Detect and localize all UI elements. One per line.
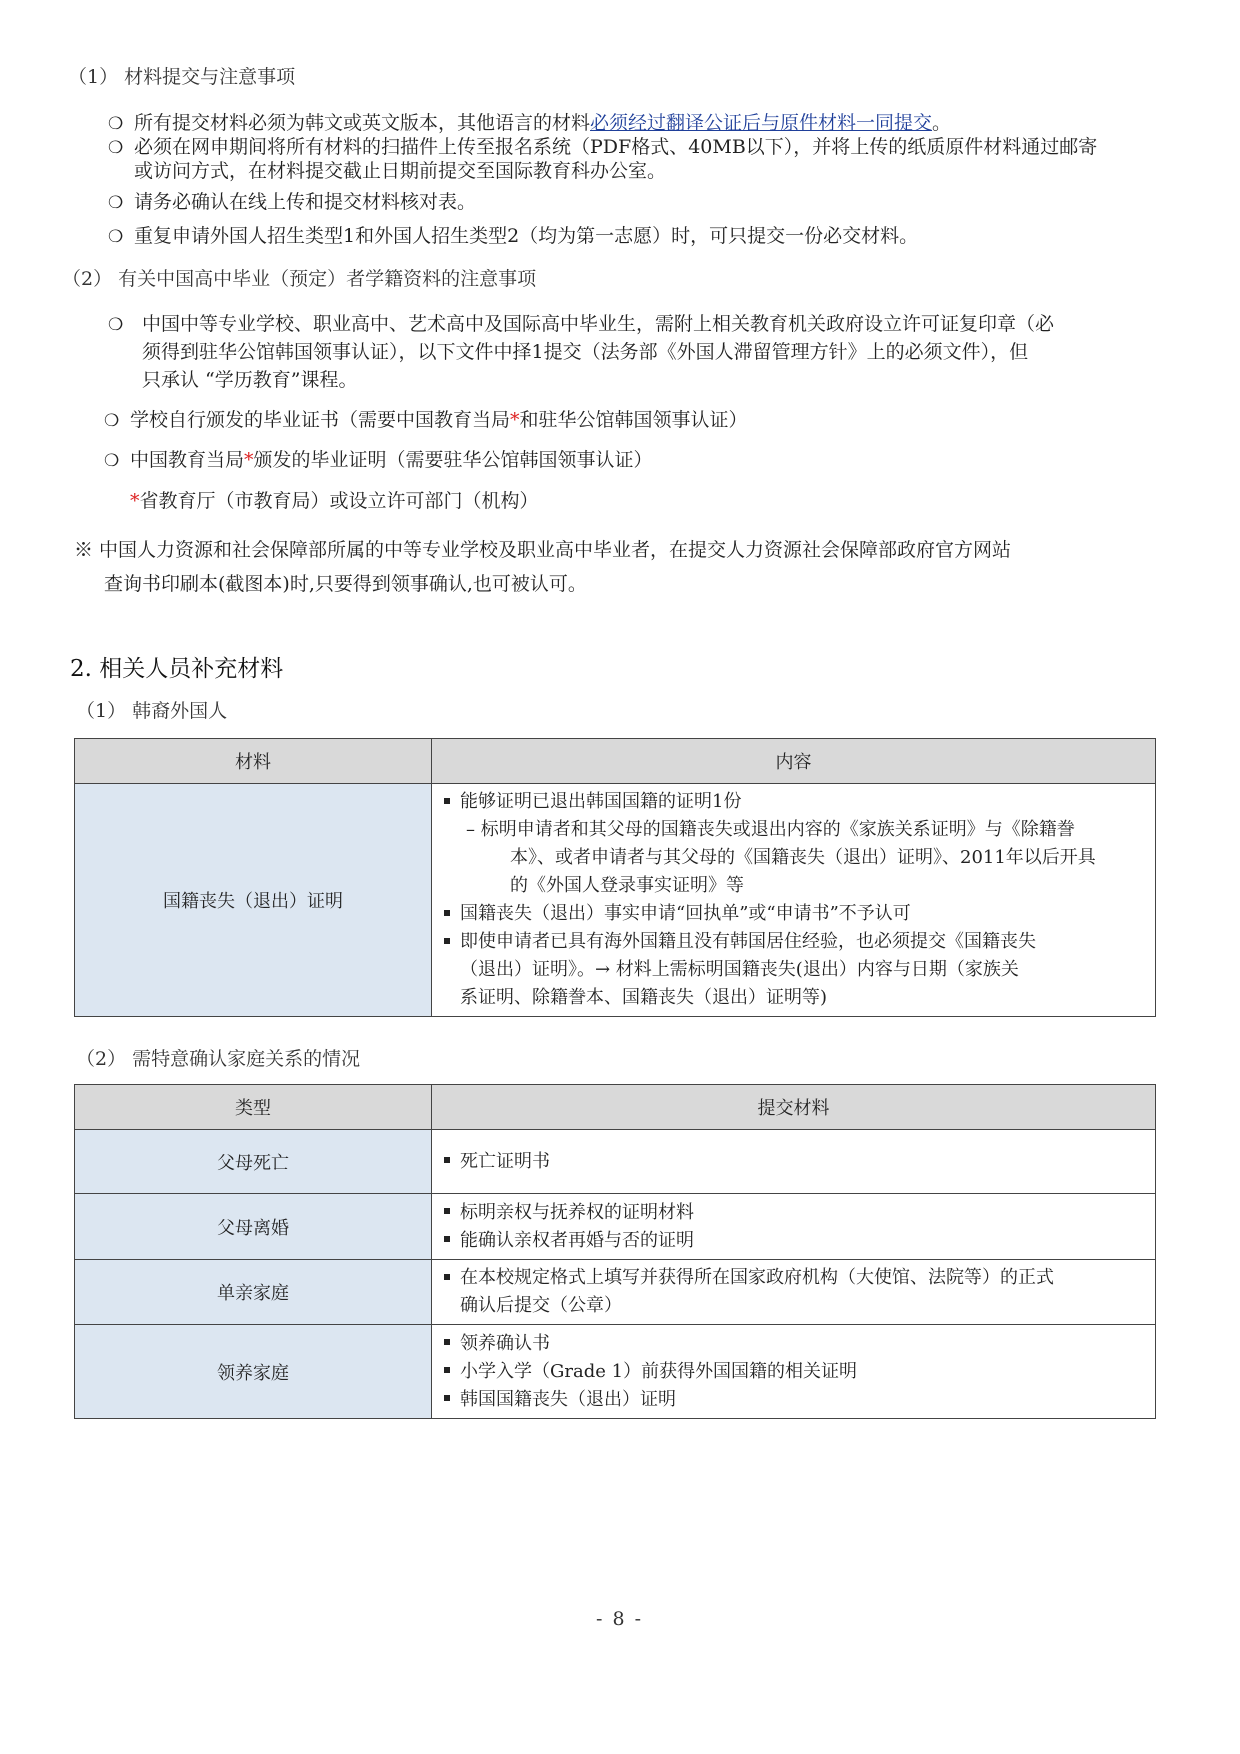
table-row [75, 1325, 1156, 1419]
note-text-continuation: 查询书印刷本(截图本)时,只要得到领事确认,也可被认可。 [104, 573, 587, 595]
circle-bullet-icon: ❍ [108, 227, 124, 247]
circle-bullet-icon: ❍ [108, 193, 124, 213]
asterisk-mark: * [510, 409, 520, 431]
circle-bullet-icon: ❍ [108, 114, 124, 134]
list-item: ❍ 重复申请外国人招生类型1和外国人招生类型2（均为第一志愿）时，可只提交一份必交材料。 [108, 222, 918, 251]
circle-bullet-icon: ❍ [104, 451, 120, 471]
table-header: 材料 [75, 739, 432, 784]
table-cell-content: 在本校规定格式上填写并获得所在国家政府机构（大使馆、法院等）的正式 确认后提交（公章） [432, 1260, 1156, 1325]
table-row [75, 1260, 1156, 1325]
square-bullet-icon [444, 1367, 450, 1373]
subsection-heading: （2） 需特意确认家庭关系的情况 [76, 1048, 361, 1070]
footnote: *省教育厅（市教育局）或设立许可部门（机构） [130, 490, 539, 512]
asterisk-mark: * [130, 490, 140, 512]
circle-bullet-icon: ❍ [104, 411, 120, 431]
list-item: ❍ 学校自行颁发的毕业证书（需要中国教育当局*和驻华公馆韩国领事认证） [104, 406, 748, 435]
table-cell-content: 标明亲权与抚养权的证明材料 能确认亲权者再婚与否的证明 [432, 1194, 1156, 1260]
list-item: ❍ 请务必确认在线上传和提交材料核对表。 [108, 188, 476, 217]
translation-notarization-link[interactable]: 必须经过翻译公证后与原件材料一同提交 [590, 112, 933, 134]
ethnic-korean-table [74, 738, 1156, 1017]
square-bullet-icon [444, 910, 450, 916]
section-heading-2: （2） 有关中国高中毕业（预定）者学籍资料的注意事项 [62, 268, 537, 290]
list-item: ❍ 所有提交材料必须为韩文或英文版本，其他语言的材料必须经过翻译公证后与原件材料一同提交。 [108, 109, 951, 138]
subsection-heading: （1） 韩裔外国人 [76, 700, 228, 722]
square-bullet-icon [444, 1157, 450, 1163]
list-item: ❍ 必须在网申期间将所有材料的扫描件上传至报名系统（PDF格式、40MB以下），并将上传的纸质原件材料通过邮寄 [108, 133, 1097, 162]
list-item: ❍ 中国教育当局*颁发的毕业证明（需要驻华公馆韩国领事认证） [104, 446, 653, 475]
list-item-continuation: 或访问方式，在材料提交截止日期前提交至国际教育科办公室。 [134, 160, 667, 182]
square-bullet-icon [444, 1274, 450, 1280]
section-heading-1: （1） 材料提交与注意事项 [68, 66, 296, 88]
list-item-continuation: 只承认 “学历教育”课程。 [142, 369, 358, 391]
square-bullet-icon [444, 1395, 450, 1401]
table-cell-label: 单亲家庭 [75, 1260, 432, 1325]
square-bullet-icon [444, 798, 450, 804]
list-item-continuation: 须得到驻华公馆韩国领事认证），以下文件中择1提交（法务部《外国人滞留管理方针》上的必须文件），但 [142, 341, 1029, 363]
table-cell-label: 领养家庭 [75, 1325, 432, 1419]
circle-bullet-icon: ❍ [108, 138, 124, 158]
table-header: 提交材料 [432, 1085, 1156, 1130]
table-row [75, 1130, 1156, 1194]
table-cell-label: 父母死亡 [75, 1130, 432, 1194]
asterisk-mark: * [244, 449, 254, 471]
square-bullet-icon [444, 1339, 450, 1345]
table-cell-label: 国籍丧失（退出）证明 [75, 784, 432, 1017]
table-cell-content: 能够证明已退出韩国国籍的证明1份 – 标明申请者和其父母的国籍丧失或退出内容的《家族关系证明》与《除籍誊 本》、或者申请者与其父母的《国籍丧失（退出）证明》、2011年以后开具 的《外国人登录事实证明》等 国籍丧失（退出）事实申请“回执单”或“申请书”不予认可 即使申请者已具有海外国籍且没有韩国居住经验，也必须提交《国籍丧失 （退出）证明》。→ 材料上需标明国籍丧失(退出）内容与日期（家族关 系证明、除籍誊本、国籍丧失（退出）证明等) [432, 784, 1156, 1017]
section-title: 2. 相关人员补充材料 [70, 656, 284, 682]
family-relation-table [74, 1084, 1156, 1419]
table-header: 内容 [432, 739, 1156, 784]
table-row [75, 1194, 1156, 1260]
page-number: - 8 - [596, 1608, 644, 1630]
table-cell-label: 父母离婚 [75, 1194, 432, 1260]
circle-bullet-icon: ❍ [108, 315, 124, 335]
table-header: 类型 [75, 1085, 432, 1130]
note-text: ※ 中国人力资源和社会保障部所属的中等专业学校及职业高中毕业者，在提交人力资源社会保障部政府官方网站 [74, 539, 1012, 561]
square-bullet-icon [444, 938, 450, 944]
square-bullet-icon [444, 1236, 450, 1242]
table-cell-content: 死亡证明书 [432, 1130, 1156, 1194]
square-bullet-icon [444, 1208, 450, 1214]
table-cell-content: 领养确认书 小学入学（Grade 1）前获得外国国籍的相关证明 韩国国籍丧失（退出）证明 [432, 1325, 1156, 1419]
list-item: ❍ 中国中等专业学校、职业高中、艺术高中及国际高中毕业生，需附上相关教育机关政府设立许可证复印章（必 [108, 310, 1054, 339]
